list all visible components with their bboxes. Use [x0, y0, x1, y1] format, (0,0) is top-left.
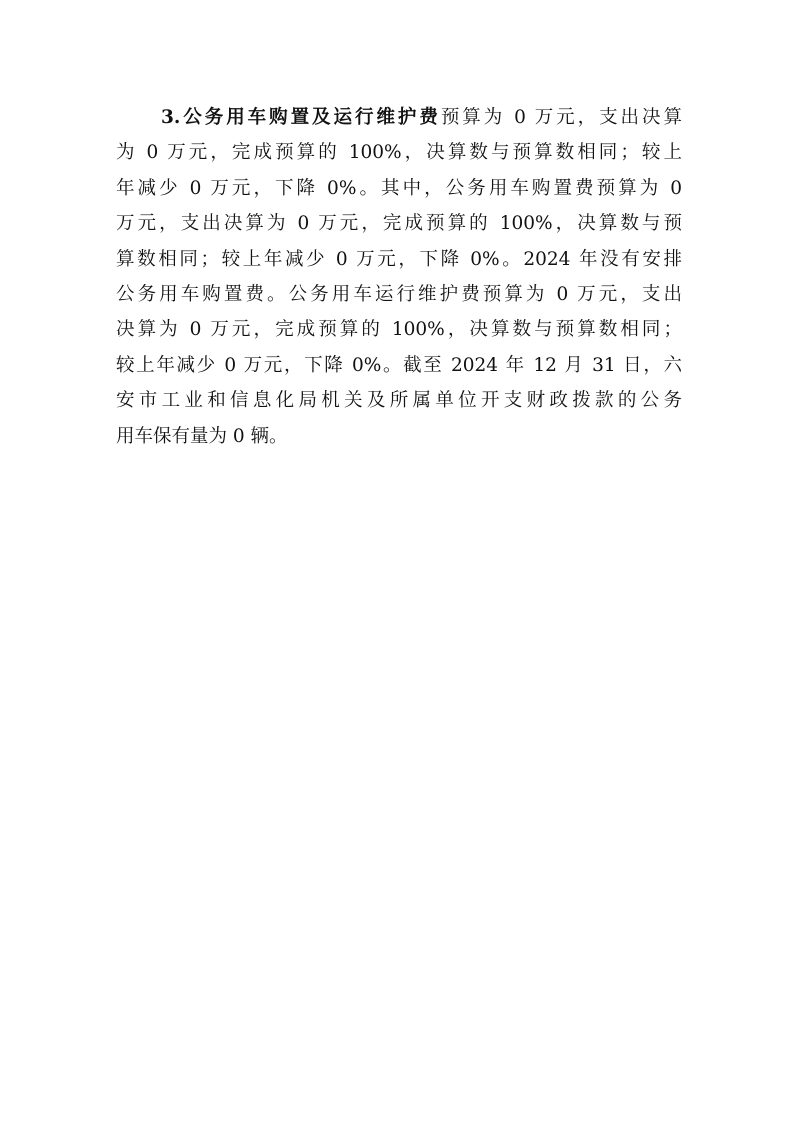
- paragraph-line-4: 万元，支出决算为 0 万元，完成预算的 100%，决算数与预: [116, 213, 682, 235]
- paragraph-line-2: 为 0 万元，完成预算的 100%，决算数与预算数相同；较上: [116, 142, 682, 164]
- paragraph-line-8: 较上年减少 0 万元，下降 0%。截至 2024 年 12 月 31 日，六: [116, 354, 682, 376]
- paragraph-line-9: 安市工业和信息化局机关及所属单位开支财政拨款的公务: [116, 390, 682, 412]
- paragraph-line-1: [116, 100, 682, 135]
- paragraph-line-3: 年减少 0 万元，下降 0%。其中，公务用车购置费预算为 0: [116, 177, 682, 199]
- paragraph-line-6: 公务用车购置费。公务用车运行维护费预算为 0 万元，支出: [116, 284, 682, 306]
- paragraph-text: 预算为 0 万元，支出决算: [440, 107, 682, 128]
- paragraph-line-10: 用车保有量为 0 辆。: [116, 425, 288, 447]
- body-paragraph: [116, 100, 682, 454]
- paragraph-line-7: 决算为 0 万元，完成预算的 100%，决算数与预算数相同；: [116, 319, 682, 341]
- paragraph-line-5: 算数相同；较上年减少 0 万元，下降 0%。2024 年没有安排: [116, 248, 682, 270]
- section-heading: 3.公务用车购置及运行维护费: [161, 107, 441, 128]
